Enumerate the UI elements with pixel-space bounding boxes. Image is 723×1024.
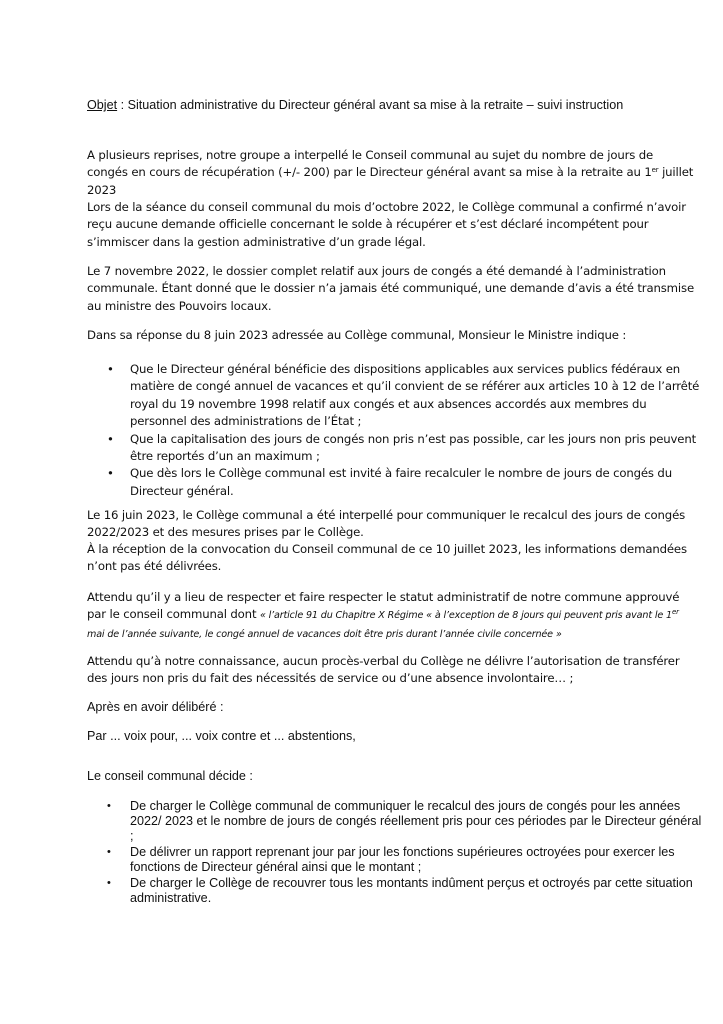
bullet: •	[107, 466, 114, 481]
bullet: •	[107, 877, 111, 889]
list-item-text: Que dès lors le Collège communal est invité à faire recalculer le nombre de jours de congés du Directeur général.	[130, 466, 672, 498]
paragraph-intro	[87, 147, 697, 199]
paragraph-intro-tail: juillet 2023	[87, 165, 694, 197]
bullet: •	[107, 362, 114, 376]
list-item	[87, 431, 702, 466]
list-item	[87, 799, 702, 844]
paragraph-delibere: Après en avoir délibéré :	[87, 700, 224, 714]
bullet: •	[107, 431, 114, 446]
list-item	[87, 361, 702, 431]
paragraph-statut	[87, 589, 697, 643]
minister-points-list	[87, 361, 702, 500]
subject-label: Objet	[87, 98, 118, 112]
list-item-text: De délivrer un rapport reprenant jour par jour les fonctions supérieures octroyées pour exercer les fonctions de Directeur général ainsi que le montant ;	[130, 845, 675, 874]
paragraph-june-request: Le 16 juin 2023, le Collège communal a été interpellé pour communiquer le recalcul des jours de congés 2022/2023 et des mesures prises par le Collège.	[87, 508, 686, 540]
paragraph-minister-answer: Dans sa réponse du 8 juin 2023 adressée au Collège communal, Monsieur le Ministre indique :	[87, 328, 627, 342]
paragraph-proces-verbal: Attendu qu’à notre connaissance, aucun procès-verbal du Collège ne délivre l’autorisation de transférer des jours non pris du fait des nécessités de service ou d’une absence involontaire… ;	[87, 654, 680, 686]
list-item-text: De charger le Collège communal de communiquer le recalcul des jours de congés pour les années 2022/ 2023 et le nombre de jours de congés réellement pris pour ces périodes par le Directeur général ;	[130, 799, 702, 843]
quote-text-b: mai de l’année suivante, le congé annuel de vacances doit être pris durant l’année civile concernée »	[87, 628, 562, 640]
list-item-text: Que la capitalisation des jours de congés non pris n’est pas possible, car les jours non pris peuvent être reportés d’un an maximum ;	[130, 431, 697, 464]
paragraph-november-request: Le 7 novembre 2022, le dossier complet relatif aux jours de congés a été demandé à l’administration communale. Étant donné que le dossier n’a jamais été communiqué, une demande d’avis a été transmise au ministre des Pouvoirs locaux.	[87, 264, 694, 313]
list-item	[87, 465, 702, 500]
superscript: er	[651, 166, 659, 175]
list-item-text: Que le Directeur général bénéficie des dispositions applicables aux services publics fédéraux en matière de congé annuel de vacances et qu’il convient de se référer aux articles 10 à 12 de l’arrêté royal du 19 novembre 1998 relatif aux congés et aux absences accordés aux membres du personnel des administrations de l’État ;	[130, 362, 700, 429]
paragraph-october-session: Lors de la séance du conseil communal du mois d’octobre 2022, le Collège communal a confirmé n’avoir reçu aucune demande officielle concernant le solde à récupérer et s’est déclaré incompétent pour s’immiscer dans la gestion administrative d’un grade légal.	[87, 200, 686, 249]
subject-line	[87, 98, 647, 113]
subject-text: : Situation administrative du Directeur général avant sa mise à la retraite – suivi instruction	[117, 98, 624, 112]
paragraph-statut-text: Attendu qu’il y a lieu de respecter et faire respecter le statut administratif de notre commune approuvé par le conseil communal dont	[87, 590, 680, 622]
list-item	[87, 845, 702, 875]
list-item	[87, 876, 702, 906]
decisions-list	[87, 799, 702, 906]
paragraph-decide: Le conseil communal décide :	[87, 769, 253, 783]
bullet: •	[107, 800, 111, 812]
quote-superscript: er	[671, 608, 679, 617]
paragraph-intro-text: A plusieurs reprises, notre groupe a interpellé le Conseil communal au sujet du nombre de jours de congés en cours de récupération (+/- 200) par le Directeur général avant sa mise à la retraite au 1	[87, 148, 654, 180]
paragraph-vote: Par ... voix pour, ... voix contre et ... abstentions,	[87, 729, 356, 743]
quote-text-a: « l’article 91 du Chapitre X Régime « à l’exception de 8 jours qui peuvent pris avant le 1	[259, 610, 672, 622]
paragraph-convocation: À la réception de la convocation du Conseil communal de ce 10 juillet 2023, les informations demandées n’ont pas été délivrées.	[87, 542, 687, 574]
list-item-text: De charger le Collège de recouvrer tous les montants indûment perçus et octroyés par cette situation administrative.	[130, 876, 693, 905]
bullet: •	[107, 846, 111, 858]
